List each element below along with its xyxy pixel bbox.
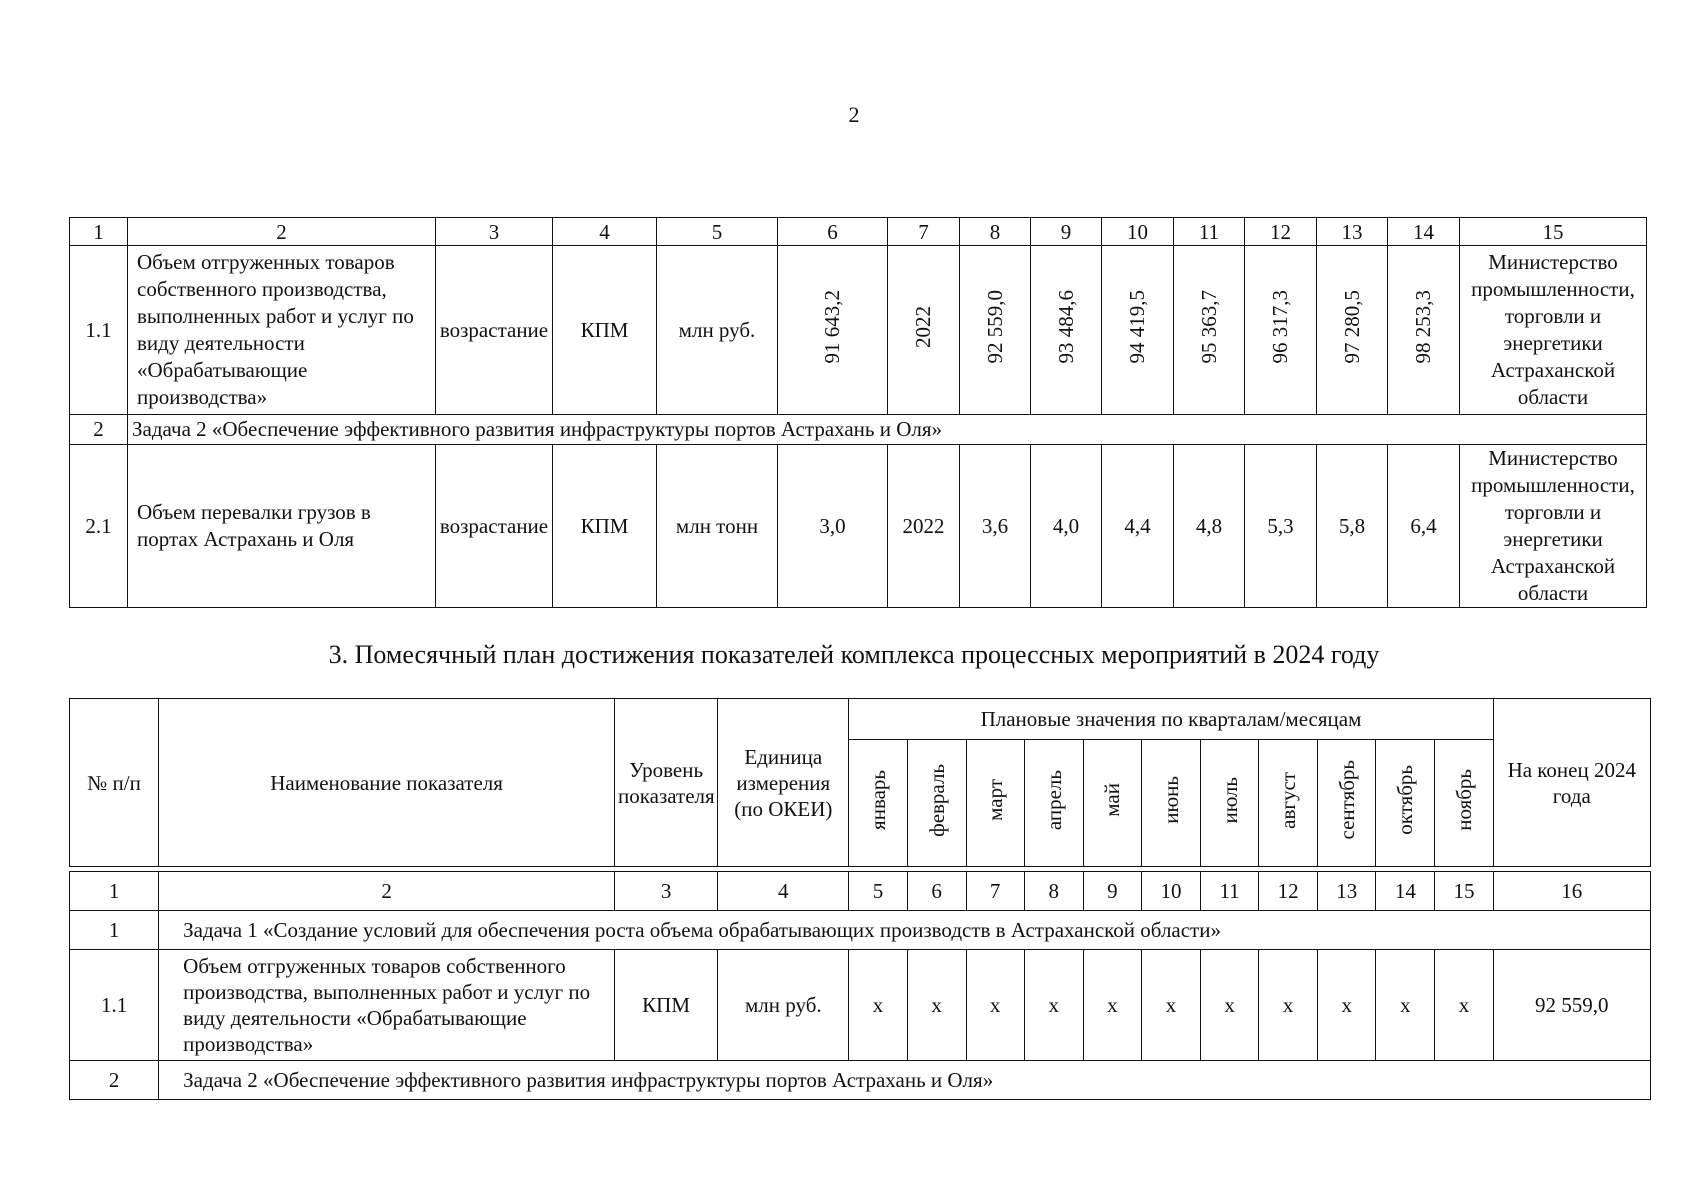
- task-title: Задача 2 «Обеспечение эффективного развития инфраструктуры портов Астрахань и Оля»: [159, 1061, 1651, 1100]
- col-number: 13: [1318, 872, 1376, 911]
- month-label: январь: [865, 770, 890, 830]
- col-number: 9: [1031, 218, 1102, 246]
- year-value: 5,3: [1245, 445, 1317, 608]
- monthly-value: х: [1141, 950, 1200, 1061]
- indicator-trend: возрастание: [436, 246, 553, 415]
- indicator-level: КПМ: [553, 246, 657, 415]
- header-end-of-year: На конец 2024 года: [1493, 699, 1650, 867]
- indicator-name: Объем перевалки грузов в портах Астрахань и Оля: [128, 445, 436, 608]
- table-row: [70, 445, 1647, 608]
- year-value: 96 317,3: [1268, 289, 1292, 364]
- indicator-trend: возрастание: [436, 445, 553, 608]
- table2-header-row: [70, 699, 1651, 740]
- col-number: 6: [907, 872, 966, 911]
- col-number: 1: [70, 872, 159, 911]
- col-number: 5: [657, 218, 778, 246]
- row-number: 1.1: [70, 950, 159, 1061]
- table-row: [70, 246, 1647, 415]
- month-label: апрель: [1041, 769, 1066, 831]
- year-value: 6,4: [1388, 445, 1460, 608]
- month-header: [966, 740, 1024, 867]
- indicator-level: КПМ: [615, 950, 718, 1061]
- monthly-value: х: [1318, 950, 1376, 1061]
- year-value: 3,6: [960, 445, 1031, 608]
- header-num: № п/п: [70, 699, 159, 867]
- col-number: 8: [1024, 872, 1083, 911]
- header-planned-values: Плановые значения по кварталам/месяцам: [849, 699, 1493, 740]
- col-number: 1: [70, 218, 128, 246]
- col-number: 12: [1259, 872, 1318, 911]
- base-year: 2022: [888, 445, 960, 608]
- month-label: август: [1276, 771, 1301, 829]
- month-label: октябрь: [1393, 765, 1418, 835]
- monthly-value: х: [966, 950, 1024, 1061]
- base-year: 2022: [911, 305, 935, 348]
- task-row: [70, 911, 1651, 950]
- indicator-level: КПМ: [553, 445, 657, 608]
- year-value: 97 280,5: [1339, 289, 1364, 364]
- task-number: 2: [70, 415, 128, 445]
- month-label: июнь: [1158, 776, 1183, 824]
- monthly-value: х: [1024, 950, 1083, 1061]
- monthly-value: х: [1259, 950, 1318, 1061]
- value-cell: [960, 246, 1031, 415]
- year-value: 94 419,5: [1125, 289, 1149, 364]
- col-number: 7: [966, 872, 1024, 911]
- col-number: 3: [615, 872, 718, 911]
- monthly-plan-table: [69, 698, 1651, 1100]
- col-number: 4: [718, 872, 849, 911]
- monthly-value: х: [1083, 950, 1141, 1061]
- value-cell: [1174, 246, 1245, 415]
- month-header: [1201, 740, 1259, 867]
- monthly-value: х: [1376, 950, 1435, 1061]
- year-value: 93 484,6: [1053, 289, 1078, 364]
- col-number: 8: [960, 218, 1031, 246]
- col-number: 10: [1141, 872, 1200, 911]
- col-number: 11: [1201, 872, 1259, 911]
- monthly-value: х: [1435, 950, 1493, 1061]
- col-number: 16: [1493, 872, 1650, 911]
- year-value: 92 559,0: [982, 289, 1007, 364]
- row-number: 2.1: [70, 445, 128, 608]
- monthly-value: х: [907, 950, 966, 1061]
- table1-header-row: [70, 218, 1647, 246]
- col-number: 14: [1376, 872, 1435, 911]
- end-of-year-value: 92 559,0: [1493, 950, 1650, 1061]
- month-header: [1259, 740, 1318, 867]
- month-header: [1083, 740, 1141, 867]
- year-value: 95 363,7: [1196, 289, 1221, 364]
- task-title: Задача 1 «Создание условий для обеспечения роста объема обрабатывающих производств в Астраханской области»: [159, 911, 1651, 950]
- month-label: июль: [1217, 776, 1242, 824]
- month-header: [1318, 740, 1376, 867]
- col-number: 15: [1435, 872, 1493, 911]
- monthly-value: х: [1201, 950, 1259, 1061]
- value-cell: [1317, 246, 1388, 415]
- base-year-cell: [888, 246, 960, 415]
- month-header: [1435, 740, 1493, 867]
- col-number: 13: [1317, 218, 1388, 246]
- month-header: [907, 740, 966, 867]
- monthly-value: х: [849, 950, 907, 1061]
- responsible: Министерство промышленности, торговли и энергетики Астраханской области: [1460, 246, 1647, 415]
- value-cell: [1245, 246, 1317, 415]
- col-number: 7: [888, 218, 960, 246]
- col-number: 4: [553, 218, 657, 246]
- col-number: 12: [1245, 218, 1317, 246]
- task-number: 2: [70, 1061, 159, 1100]
- month-label: март: [983, 779, 1008, 821]
- year-value: 5,8: [1317, 445, 1388, 608]
- task-number: 1: [70, 911, 159, 950]
- task-row: [70, 415, 1647, 445]
- header-level: Уровень показателя: [615, 699, 718, 867]
- header-name: Наименование показателя: [159, 699, 615, 867]
- indicator-name: Объем отгруженных товаров собственного производства, выполненных работ и услуг по виду деятельности «Обрабатывающие производства»: [159, 950, 615, 1061]
- col-number: 2: [159, 872, 615, 911]
- month-header: [1376, 740, 1435, 867]
- indicator-unit: млн руб.: [657, 246, 778, 415]
- year-value: 4,8: [1174, 445, 1245, 608]
- col-number: 3: [436, 218, 553, 246]
- indicators-table: [69, 217, 1647, 608]
- col-number: 10: [1102, 218, 1174, 246]
- col-number: 9: [1083, 872, 1141, 911]
- year-value: 4,0: [1031, 445, 1102, 608]
- month-header: [1024, 740, 1083, 867]
- row-number: 1.1: [70, 246, 128, 415]
- section-title: 3. Помесячный план достижения показателей комплекса процессных мероприятий в 2024 году: [328, 640, 1380, 669]
- value-cell: [1031, 246, 1102, 415]
- col-number: 6: [778, 218, 888, 246]
- responsible: Министерство промышленности, торговли и энергетики Астраханской области: [1460, 445, 1647, 608]
- month-label: февраль: [924, 763, 949, 837]
- table2-column-numbers: [70, 872, 1651, 911]
- col-number: 15: [1460, 218, 1647, 246]
- base-value: 3,0: [778, 445, 888, 608]
- col-number: 14: [1388, 218, 1460, 246]
- indicator-name: Объем отгруженных товаров собственного производства, выполненных работ и услуг по виду деятельности «Обрабатывающие производства»: [128, 246, 436, 415]
- indicator-unit: млн руб.: [718, 950, 849, 1061]
- month-label: май: [1100, 783, 1125, 817]
- base-value: 91 643,2: [820, 289, 844, 364]
- month-label: ноябрь: [1452, 769, 1476, 831]
- value-cell: [1388, 246, 1460, 415]
- base-value-cell: [778, 246, 888, 415]
- col-number: 11: [1174, 218, 1245, 246]
- year-value: 98 253,3: [1411, 289, 1435, 364]
- task-title: Задача 2 «Обеспечение эффективного развития инфраструктуры портов Астрахань и Оля»: [128, 415, 1647, 445]
- page-number: 2: [848, 102, 860, 127]
- month-header: [849, 740, 907, 867]
- table-row: [70, 950, 1651, 1061]
- task-row: [70, 1061, 1651, 1100]
- month-header: [1141, 740, 1200, 867]
- header-unit: Единица измерения (по ОКЕИ): [718, 699, 849, 867]
- col-number: 2: [128, 218, 436, 246]
- year-value: 4,4: [1102, 445, 1174, 608]
- value-cell: [1102, 246, 1174, 415]
- col-number: 5: [849, 872, 907, 911]
- indicator-unit: млн тонн: [657, 445, 778, 608]
- month-label: сентябрь: [1334, 760, 1359, 840]
